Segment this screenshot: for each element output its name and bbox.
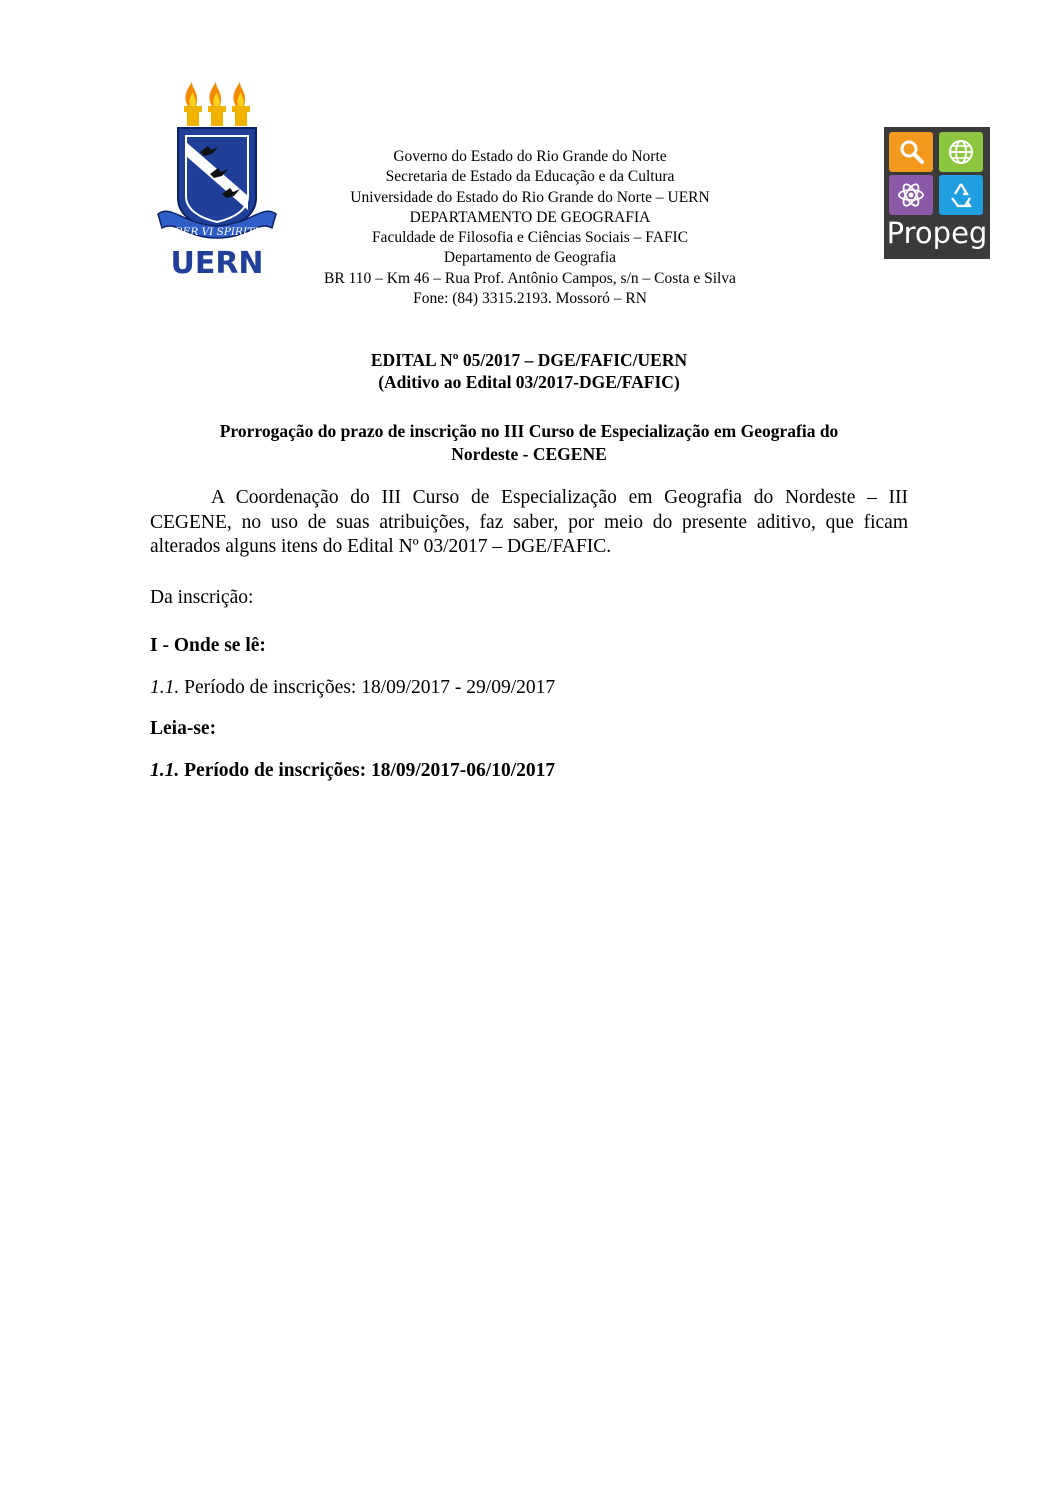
item-number: 1.1. — [150, 760, 180, 781]
where-reads-label: I - Onde se lê: — [150, 635, 266, 656]
propeg-logo — [884, 127, 990, 259]
section-heading: Da inscrição: — [150, 587, 254, 608]
new-item — [150, 759, 555, 783]
torch-icon — [208, 82, 226, 126]
edital-title — [150, 349, 908, 393]
globe-icon — [939, 132, 983, 172]
header-line: Fone: (84) 3315.2193. Mossoró – RN — [413, 290, 647, 308]
uern-motto: LIBER VI SPIRITUS — [163, 226, 271, 238]
header-line: Universidade do Estado do Rio Grande do Norte – UERN — [350, 188, 710, 206]
propeg-wordmark: Propeg — [886, 216, 988, 250]
read-as-label: Leia-se: — [150, 718, 217, 739]
edital-subtitle: (Aditivo ao Edital 03/2017-DGE/FAFIC) — [378, 372, 680, 392]
header-line: Departamento de Geografia — [443, 249, 617, 267]
header-line: Governo do Estado do Rio Grande do Norte — [393, 148, 667, 165]
torch-icon — [184, 82, 202, 126]
search-icon — [889, 132, 933, 172]
uern-logo — [152, 78, 282, 278]
edital-subject — [150, 420, 908, 465]
subject-line: Nordeste - CEGENE — [451, 443, 607, 464]
torch-icon — [232, 82, 250, 126]
header-line: Faculdade de Filosofia e Ciências Sociais – FAFIC — [371, 229, 689, 247]
uern-coat-of-arms-icon — [152, 78, 282, 278]
header-line: BR 110 – Km 46 – Rua Prof. Antônio Campos, s/n – Costa e Silva — [324, 269, 736, 287]
uern-acronym: UERN — [170, 246, 264, 278]
item-text: Período de inscrições: 18/09/2017-06/10/2017 — [179, 760, 556, 781]
old-item — [150, 676, 555, 700]
header-line: Secretaria de Estado da Educação e da Cultura — [385, 168, 675, 186]
recycle-icon — [939, 175, 983, 215]
header-line: DEPARTAMENTO DE GEOGRAFIA — [409, 208, 651, 226]
intro-paragraph: A Coordenação do III Curso de Especialização em Geografia do Nordeste – III CEGENE, no uso de suas atribuições, faz saber, por meio do presente aditivo, que ficam alterados alguns itens do Edital Nº 03/2017 – DGE/FAFIC. — [150, 487, 908, 557]
item-text: Período de inscrições: 18/09/2017 - 29/09/2017 — [179, 677, 556, 698]
subject-line: Prorrogação do prazo de inscrição no III Curso de Especialização em Geografia do — [219, 421, 839, 441]
item-number: 1.1. — [150, 677, 180, 698]
atom-icon — [889, 175, 933, 215]
edital-number: EDITAL Nº 05/2017 – DGE/FAFIC/UERN — [370, 350, 688, 370]
institution-header — [270, 147, 790, 309]
